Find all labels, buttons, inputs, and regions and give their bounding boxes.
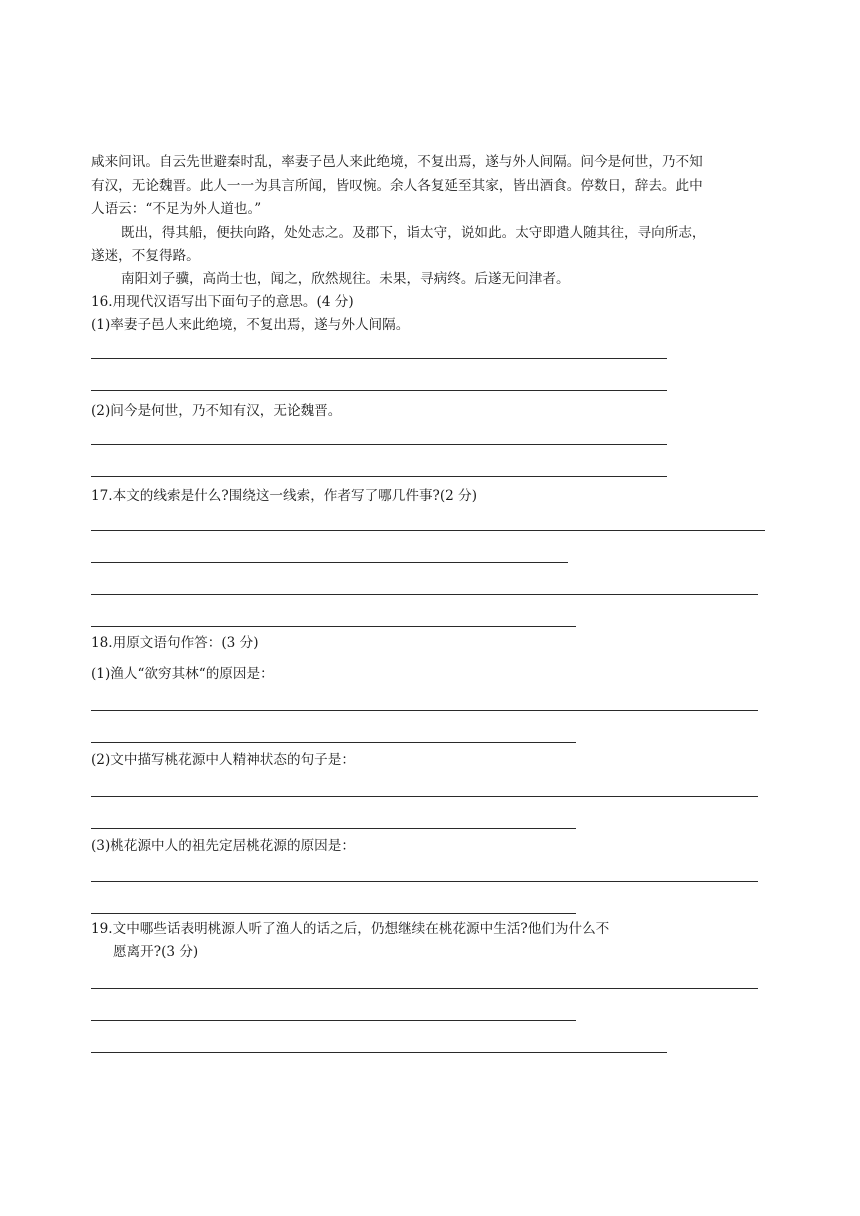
answer-line [91, 530, 765, 531]
answer-line [91, 390, 667, 391]
question-17-title: 17.本文的线索是什么?围绕这一线索，作者写了哪几件事?(2 分) [91, 488, 478, 504]
passage-line-6: 南阳刘子骥，高尚士也，闻之，欣然规往。未果，寻病终。后遂无问津者。 [121, 271, 570, 287]
answer-line [91, 444, 667, 445]
answer-line [91, 796, 758, 797]
question-16-item-2: (2)问今是何世，乃不知有汉，无论魏晋。 [91, 403, 342, 419]
question-18-item-1: (1)渔人“欲穷其林“的原因是： [91, 666, 274, 682]
passage-line-5: 遂迷，不复得路。 [91, 248, 200, 264]
passage-line-3: 人语云：“不足为外人道也。” [91, 201, 262, 217]
answer-line [91, 828, 576, 829]
answer-line [91, 742, 576, 743]
answer-line [91, 1052, 667, 1053]
question-16-item-1: (1)率妻子邑人来此绝境，不复出焉，遂与外人间隔。 [91, 317, 410, 333]
answer-line [91, 358, 667, 359]
answer-line [91, 594, 758, 595]
passage-line-1: 咸来问讯。自云先世避秦时乱，率妻子邑人来此绝境，不复出焉，遂与外人间隔。问今是何世，乃不知 [91, 154, 703, 170]
question-18-title: 18.用原文语句作答：(3 分) [91, 635, 259, 651]
question-16-title: 16.用现代汉语写出下面句子的意思。(4 分) [91, 294, 354, 310]
answer-line [91, 1020, 576, 1021]
answer-line [91, 626, 576, 627]
answer-line [91, 476, 667, 477]
passage-line-4: 既出，得其船，便扶向路，处处志之。及郡下，诣太守，说如此。太守即遣人随其往，寻向所志， [121, 225, 706, 241]
passage-line-2: 有汉，无论魏晋。此人一一为具言所闻，皆叹惋。余人各复延至其家，皆出酒食。停数日，辞去。此中 [91, 178, 703, 194]
question-19-title-line-1: 19.文中哪些话表明桃源人听了渔人的话之后，仍想继续在桃花源中生活?他们为什么不 [91, 921, 610, 937]
answer-line [91, 562, 568, 563]
question-18-item-3: (3)桃花源中人的祖先定居桃花源的原因是： [91, 838, 355, 854]
answer-line [91, 913, 576, 914]
answer-line [91, 881, 758, 882]
question-18-item-2: (2)文中描写桃花源中人精神状态的句子是： [91, 752, 355, 768]
answer-line [91, 988, 758, 989]
answer-line [91, 710, 758, 711]
question-19-title-line-2: 愿离开?(3 分) [113, 944, 199, 960]
